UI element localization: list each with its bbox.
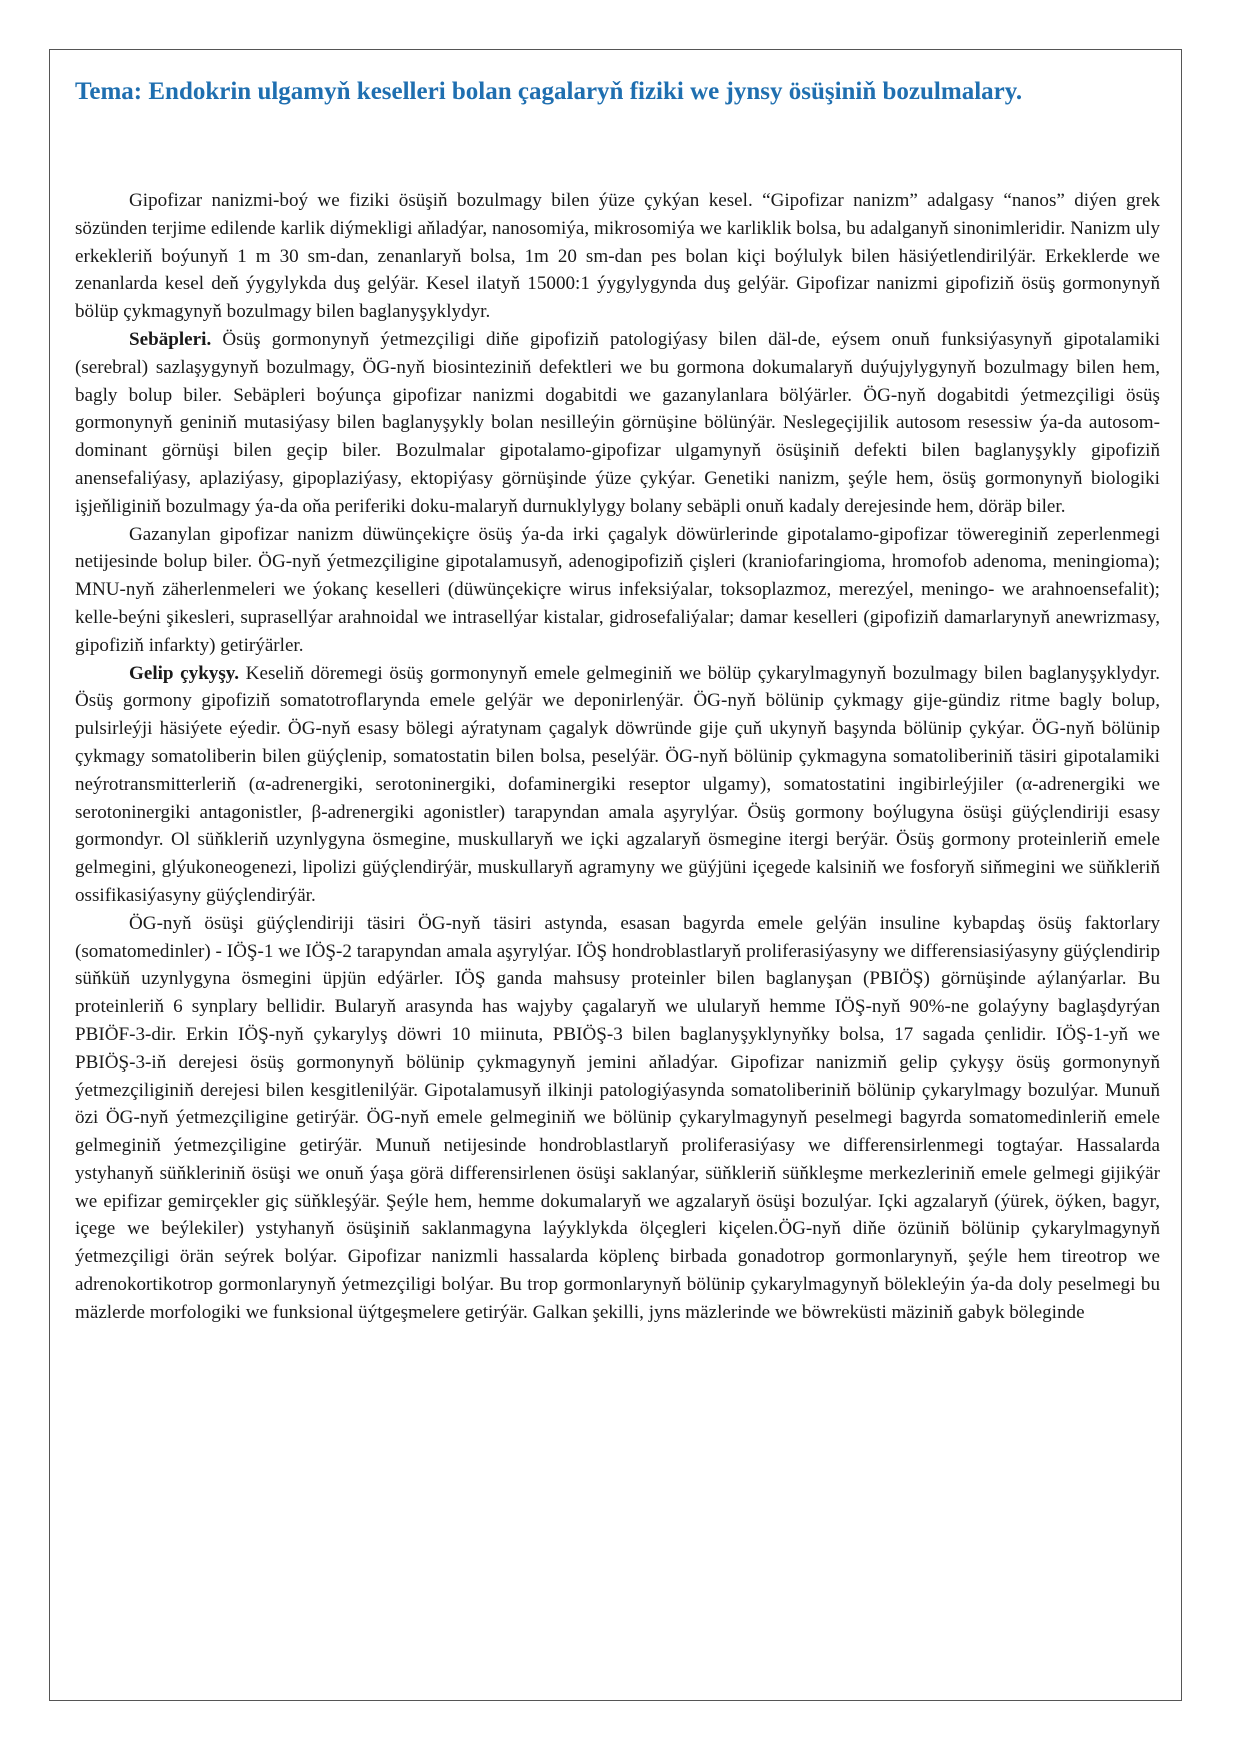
document-body (75, 187, 1160, 1327)
paragraph-igf (75, 910, 1160, 1327)
paragraph-intro (75, 187, 1160, 326)
paragraph-text: Gipofizar nanizmi-boý we fiziki ösüşiň bozulmagy bilen ýüze çykýan kesel. “Gipofizar nanizm” adalgasy “nanos” diýen grek sözünden terjime edilende karlik diýmekligi aňladýar, nanosomiýa, mikrosomiýa we karliklik bolsa, bu adalganyň sinonimleridir. Nanizm uly erkekleriň boýunyň 1 m 30 sm-dan, zenanlaryň bolsa, 1m 20 sm-dan pes bolan kiçi boýlulyk bilen häsiýetlendirilýär. Erkeklerde we zenanlarda kesel deň ýygylykda duş gelýär. Kesel ilatyň 15000:1 ýygylygynda duş gelýär. Gipofizar nanizmi gipofiziň ösüş gormonynyň bölüp çykmagynyň bozulmagy bilen baglanyşyklydyr. (75, 190, 1160, 323)
paragraph-pathogenesis (75, 660, 1160, 910)
paragraph-heading: Gelip çykyşy. (129, 662, 240, 684)
paragraph-text: Ösüş gormonynyň ýetmezçiligi diňe gipofiziň patologiýasy bilen däl-de, eýsem onuň funksiýasynyň gipotalamiki (serebral) sazlaşygynyň bozulmagy, ÖG-nyň biosinteziniň defektleri we bu gormona dokumalaryň duýujylygynyň bozulmagy bilen hem, bagly bolup biler. Sebäpleri boýunça gipofizar nanizmi dogabitdi we gazanylanlara bölýärler. ÖG-nyň dogabitdi ýetmezçiligi ösüş gormonynyň geniniň mutasiýasy bilen baglanyşykly bolan nesilleýin görnüşine bölünýär. Neslegeçijilik autosom resessiw ýa-da autosom-dominant görnüşi bilen geçip biler. Bozulmalar gipotalamo-gipofizar ulgamynyň ösüşiniň defekti bilen baglanyşykly gipofiziň anensefaliýasy, aplaziýasy, gipoplaziýasy, ektopiýasy görnüşinde ýüze çykýar. Genetiki nanizm, şeýle hem, ösüş gormonynyň biologiki işjeňliginiň bozulmagy ýa-da oňa periferiki doku-malaryň durnuklylygy bolany sebäpli onuň kadaly derejesinde hem, döräp biler. (75, 328, 1160, 517)
paragraph-text: ÖG-nyň ösüşi güýçlendiriji täsiri ÖG-nyň täsiri astynda, esasan bagyrda emele gelýän insuline kybapdaş ösüş faktorlary (somatomedinler) - IÖŞ-1 we IÖŞ-2 tarapyndan amala aşyrylýar. IÖŞ hondroblastlaryň proliferasiýasyny we differensiasiýasyny güýçlendirip süňküň uzynlygyna ösmegini üpjün edýärler. IÖŞ ganda mahsusy proteinler bilen baglanyşan (PBIÖŞ) görnüşinde aýlanýarlar. Bu proteinleriň 6 synplary bellidir. Bularyň arasynda has wajyby çagalaryň we ulularyň hemme IÖŞ-nyň 90%-ne golaýyny baglaşdyrýan PBIÖF-3-dir. Erkin IÖŞ-nyň çykarylyş döwri 10 miinuta, PBIÖŞ-3 bilen baglanyşyklynyňky bolsa, 17 sagada çenlidir. IÖŞ-1-yň we PBIÖŞ-3-iň derejesi ösüş gormonynyň bölünip çykmagynyň jemini aňladýar. Gipofizar nanizmiň gelip çykyşy ösüş gormonynyň ýetmezçiliginiň derejesi bilen kesgitlenilýär. Gipotalamusyň ilkinji patologiýasynda somatoliberiniň bölünip çykarylmagy bozulýar. Munuň özi ÖG-nyň ýetmezçiligine getirýär. ÖG-nyň emele gelmeginiň we bölünip çykarylmagynyň peselmegi bagyrda somatomedinleriň emele gelmeginiň ýetmezçiligine getirýär. Munuň netijesinde hondroblastlaryň proliferasiýasy we differensirlenmegi togtaýar. Hassalarda ystyhanyň süňkleriniň ösüşi we onuň ýaşa görä differensirlenen ösüşi saklanýar, süňkleriň süňkleşme merkezleriniň emele gelmegi gijikýär we epifizar gemirçekler giç süňkleşýär. Şeýle hem, hemme dokumalaryň we agzalaryň ösüşi bozulýar. Içki agzalaryň (ýürek, öýken, bagyr, içege we beýlekiler) ystyhanyň ösüşiniň saklanmagyna laýyklykda ölçegleri kiçelen.ÖG-nyň diňe özüniň bölünip çykarylmagynyň ýetmezçiligi örän seýrek bolýar. Gipofizar nanizmli hassalarda köplenç birbada gonadotrop gormonlarynyň, şeýle hem tireotrop we adrenokortikotrop gormonlarynyň ýetmezçiligi bolýar. Bu trop gormonlarynyň bölünip çykarylmagynyň bölekleýin ýa-da doly peselmegi bu mäzlerde morfologiki we funksional üýtgeşmelere getirýär. Galkan şekilli, jyns mäzlerinde we böwreküsti mäziniň gabyk böleginde (75, 912, 1160, 1323)
paragraph-text: Keseliň döremegi ösüş gormonynyň emele gelmeginiň we bölüp çykarylmagynyň bozulmagy bilen baglanyşyklydyr. Ösüş gormony gipofiziň somatotroflarynda emele gelýär we deponirlenýär. ÖG-nyň bölünip çykmagy gije-gündiz ritme bagly bolup, pulsirleýji häsiýete eýedir. ÖG-nyň esasy bölegi aýratynam çagalyk döwründe gije çuň ukynyň başynda bölünip çykýar. ÖG-nyň bölünip çykmagy somatoliberin bilen güýçlenip, somatostatin bilen bolsa, peselýär. ÖG-nyň bölünip çykmagyna somatoliberiniň täsiri gipotalamiki neýrotransmitterleriň (α-adrenergiki, serotoninergiki, dofaminergiki reseptor ulgamy), somatostatini ingibirleýjiler (α-adrenergiki we serotoninergiki antagonistler, β-adrenergiki agonistler) tarapyndan amala aşyrylýar. Ösüş gormony boýlugyna ösüşi güýçlendiriji esasy gormondyr. Ol süňkleriň uzynlygyna ösmegine, muskullaryň we içki agzalaryň ösmegine itergi berýär. Ösüş gormony proteinleriň emele gelmegini, glýukoneogenezi, lipolizi güýçlendirýär, muskullaryň agramyny we güýjüni içegede kalsiniň we fosforyň siňmegini we süňkleriň ossifikasiýasyny güýçlendirýär. (75, 662, 1160, 906)
paragraph-heading: Sebäpleri. (129, 328, 212, 350)
paragraph-text: Gazanylan gipofizar nanizm düwünçekiçre ösüş ýa-da irki çagalyk döwürlerinde gipotalamo-gipofizar töwereginiň zeperlenmegi netijesinde bolup biler. ÖG-nyň ýetmezçiligine gipotalamusyň, adenogipofiziň çişleri (kraniofaringioma, hromofob adenoma, meningioma); MNU-nyň zäherlenmeleri we ýokanç keselleri (düwünçekiçre wirus infeksiýalar, toksoplazmoz, merezýel, meningo- we arahnoensefalit); kelle-beýni şikesleri, suprasellýar arahnoidal we intrasellýar kistalar, gidrosefaliýalar; damar keselleri (gipofiziň damarlarynyň anewrizmasy, gipofiziň infarkty) getirýärler. (75, 523, 1160, 656)
document-content (75, 74, 1160, 1327)
paragraph-causes (75, 326, 1160, 521)
paragraph-acquired (75, 521, 1160, 660)
document-title: Tema: Endokrin ulgamyň keselleri bolan çagalaryň fiziki we jynsy ösüşiniň bozulmalary. (75, 78, 1023, 105)
